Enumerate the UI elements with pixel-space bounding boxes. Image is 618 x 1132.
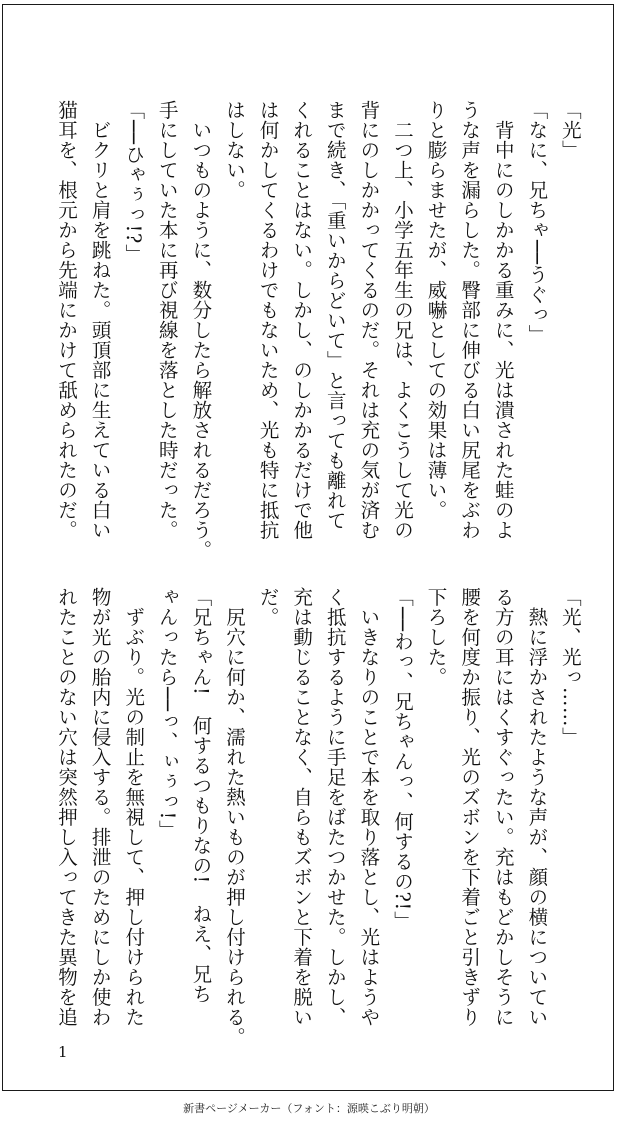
text-column: くれることはない。しかし、のしかかるだけで他 — [290, 100, 314, 540]
text-column: 「光、光っ……」 — [558, 587, 582, 747]
text-column: 「なに、兄ちゃ──うぐっ」 — [525, 100, 549, 345]
text-column: 充は動じることなく、自らもズボンと下着を脱い — [290, 587, 314, 1027]
text-column: まで続き、「重いからどいて」と言っても離れて — [323, 100, 347, 531]
text-column: ビクリと肩を跳ねた。頭頂部に生えている白い — [88, 100, 112, 540]
text-column: く抵抗するように手足をばたつかせた。しかし、 — [323, 587, 347, 1027]
text-column: 物が光の胎内に侵入する。排泄のためにしか使わ — [88, 587, 112, 1027]
text-column: は何かしてくるわけでもないため、光も特に抵抗 — [256, 100, 280, 540]
text-column: 背にのしかかってくるのだ。それは充の気が済む — [357, 100, 381, 540]
text-column: 熱に浮かされたような声が、顔の横についてい — [525, 587, 549, 1027]
text-column: はしない。 — [222, 100, 246, 200]
text-column: 「──ひゃぅっ!?」 — [122, 100, 146, 264]
page-number: 1 — [58, 1043, 68, 1061]
text-column: 腰を何度か振り、光のズボンを下着ごと引きずり — [458, 587, 482, 1027]
text-column: 下ろした。 — [424, 587, 448, 687]
text-column: いきなりのことで本を取り落とし、光はようや — [357, 587, 381, 1027]
text-column: いつものように、数分したら解放されるだろう。 — [189, 100, 213, 560]
page-frame — [2, 4, 614, 1091]
text-column: 「光」 — [558, 100, 582, 160]
text-column: 「兄ちゃん! 何するつもりなの! ねえ、兄ち — [189, 587, 213, 1004]
text-column: 尻穴に何か、濡れた熱いものが押し付けられる。 — [222, 587, 246, 1047]
text-column: うな声を漏らした。臀部に伸びる白い尻尾をぶわ — [458, 100, 482, 540]
text-column: だ。 — [256, 587, 280, 627]
text-column: 二つ上、小学五年生の兄は、よくこうして光の — [390, 100, 414, 540]
text-column: 背中にのしかかる重みに、光は潰された蛙のよ — [491, 100, 515, 540]
footer-credit: 新書ページメーカー（フォント：源暎こぶり明朝） — [183, 1102, 435, 1115]
text-column: りと膨らませたが、威嚇としての効果は薄い。 — [424, 100, 448, 520]
text-column: ずぶり。光の制止を無視して、押し付けられた — [122, 587, 146, 1027]
text-column: る方の耳にはくすぐったい。充はもどかしそうに — [491, 587, 515, 1027]
text-column: 手にしていた本に再び視線を落とした時だった。 — [155, 100, 179, 540]
text-column: れたことのない穴は突然押し入ってきた異物を追 — [55, 587, 78, 1027]
text-column: ゃんったら──っ、ぃぅっ!」 — [155, 587, 179, 840]
upper-text-block — [53, 100, 583, 568]
lower-text-block — [53, 587, 583, 1055]
text-column: 「──わっ、兄ちゃんっ、何するの?!」 — [390, 587, 414, 931]
text-column: 猫耳を、根元から先端にかけて舐められたのだ。 — [55, 100, 78, 540]
